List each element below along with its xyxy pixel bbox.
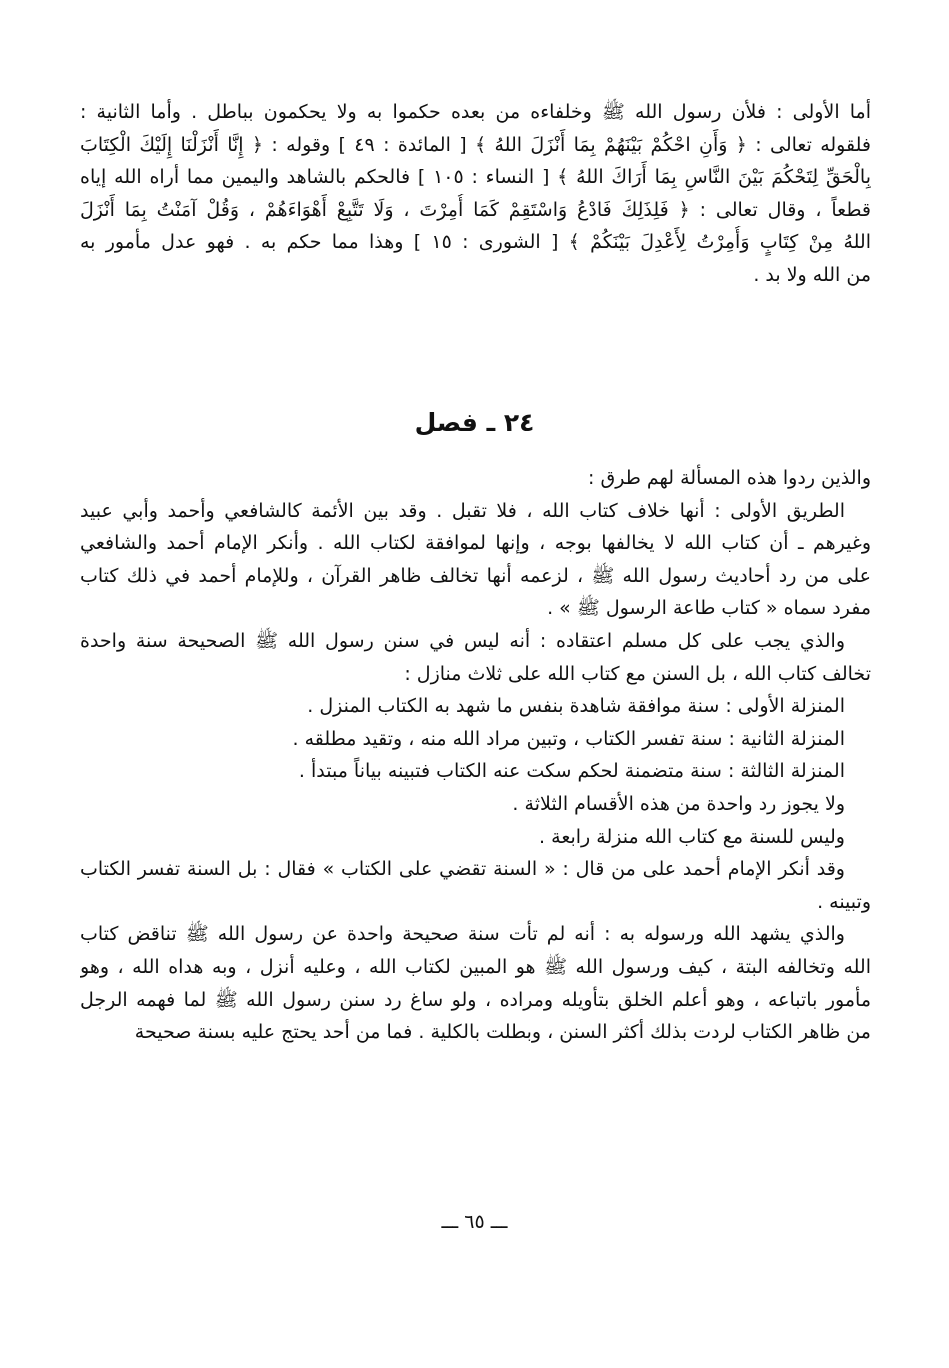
paragraph (80, 918, 871, 1048)
text-line: والذي يجب على كل مسلم اعتقاده : أنه ليس في سنن رسول الله ﷺ الصحيحة سنة واحدة (80, 629, 845, 652)
paragraph (80, 821, 871, 854)
text-line: المنزلة الثالثة : سنة متضمنة لحكم سكت عنه الكتاب فتبينه بياناً مبتدأ . (298, 760, 845, 783)
section-body (80, 462, 871, 1049)
text-line: مفرد سماه « كتاب طاعة الرسول ﷺ » . (547, 597, 871, 620)
text-line: وغيرهم ـ أن كتاب الله لا يخالفها بوجه ، وإنها لموافقة لكتاب الله . وأنكر الإمام أحمد والشافعي (80, 532, 871, 555)
text-line: قطعاً ، وقال تعالى : ﴿ فَلِذَلِكَ فَادْعُ وَاسْتَقِمْ كَمَا أُمِرْتَ ، وَلَا تَتَّبِعْ أَهْوَاءَهُمْ ، وَقُلْ آمَنْتُ بِمَا أَنْزَلَ (80, 198, 871, 221)
text-line: المنزلة الثانية : سنة تفسر الكتاب ، وتبين مراد الله منه ، وتقيد مطلقه . (292, 727, 845, 750)
text-line: أما الأولى : فلأن رسول الله ﷺ وخلفاءه من بعده حكموا به ولا يحكمون بباطل . وأما الثانية : (80, 101, 871, 123)
text-line: على من رد أحاديث رسول الله ﷺ ، لزعمه أنها تخالف ظاهر القرآن ، وللإمام أحمد في ذلك كتاب (80, 564, 871, 587)
text-line: والذي يشهد الله ورسوله به : أنه لم تأت سنة صحيحة واحدة عن رسول الله ﷺ تناقض كتاب (80, 923, 845, 946)
paragraph (80, 625, 871, 690)
text-line: وتبينه . (817, 890, 871, 913)
text-line: اللهُ مِنْ كِتَابٍ وَأُمِرْتُ لِأَعْدِلَ بَيْنَكُمْ ﴾ [ الشورى : ١٥ ] وهذا مما حكم به . فهو عدل مأمور به (80, 231, 871, 254)
text-line: تخالف كتاب الله ، بل السنن مع كتاب الله على ثلاث منازل : (404, 662, 871, 685)
section-heading: ٢٤ ـ فصل (414, 408, 535, 437)
text-line: والذين ردوا هذه المسألة لهم طرق : (588, 467, 871, 489)
text-line: من ظاهر الكتاب لردت بذلك أكثر السنن ، وبطلت بالكلية . فما من أحد يحتج عليه بسنة صحيحة (134, 1021, 871, 1044)
text-line: فلقوله تعالى : ﴿ وَأَنِ احْكُمْ بَيْنَهُمْ بِمَا أَنْزَلَ اللهُ ﴾ [ المائدة : ٤٩ ] وقوله : ﴿ إِنَّا أَنْزَلْنَا إِلَيْكَ الْكِتَابَ (80, 133, 871, 156)
text-line: وقد أنكر الإمام أحمد على من قال : « السنة تقضي على الكتاب » فقال : بل السنة تفسر الكتاب (80, 858, 845, 881)
text-line: من الله ولا بد . (753, 263, 871, 286)
paragraph (80, 853, 871, 918)
text-line: بِالْحَقِّ لِتَحْكُمَ بَيْنَ النَّاسِ بِمَا أَرَاكَ اللهُ ﴾ [ النساء : ١٠٥ ] فالحكم بالشاهد واليمين مما أراه الله إياه (80, 166, 871, 189)
text-line: الطريق الأولى : أنها خلاف كتاب الله ، فلا تقبل . وقد بين الأئمة كالشافعي وأحمد وأبي عبيد (80, 499, 845, 522)
top-paragraph (80, 96, 871, 292)
text-line: الله وتخالفه البتة ، كيف ورسول الله ﷺ هو المبين لكتاب الله ، وعليه أنزل ، وبه هداه الله ، وهو (80, 955, 871, 978)
paragraph (80, 495, 871, 625)
text-line: مأمور باتباعه ، وهو أعلم الخلق بتأويله ومراده ، ولو ساغ رد سنن رسول الله ﷺ لما فهمه الرجل (80, 988, 871, 1011)
paragraph (80, 723, 871, 756)
paragraph (80, 755, 871, 788)
paragraph (80, 690, 871, 723)
paragraph (80, 788, 871, 821)
text-line: ولا يجوز رد واحدة من هذه الأقسام الثلاثة . (512, 792, 845, 815)
text-line: وليس للسنة مع كتاب الله منزلة رابعة . (539, 825, 845, 848)
page-number: ـــ ٦٥ ـــ (441, 1211, 508, 1233)
text-line: المنزلة الأولى : سنة موافقة شاهدة بنفس ما شهد به الكتاب المنزل . (307, 695, 845, 718)
paragraph (80, 462, 871, 495)
